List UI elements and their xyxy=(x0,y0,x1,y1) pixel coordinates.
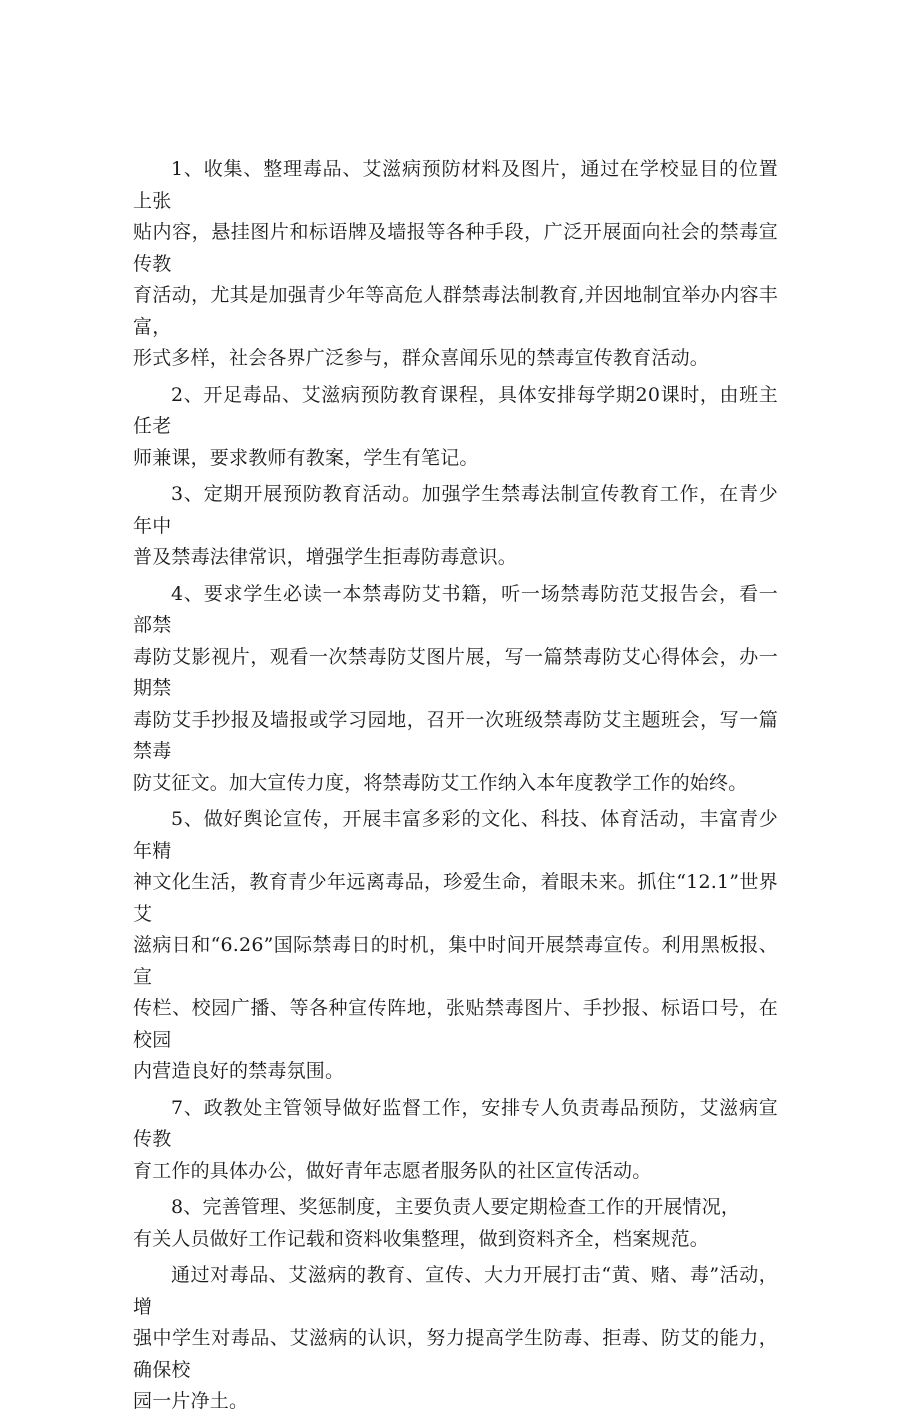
text-line: 神文化生活，教育青少年远离毒品，珍爱生命，着眼未来。抓住“12.1”世界艾 xyxy=(133,871,778,925)
paragraph xyxy=(133,479,778,574)
text-line: 育活动，尤其是加强青少年等高危人群禁毒法制教育,并因地制宜举办内容丰富， xyxy=(133,284,778,338)
text-line: 强中学生对毒品、艾滋病的认识，努力提高学生防毒、拒毒、防艾的能力，确保校 xyxy=(133,1327,778,1381)
text-line: 普及禁毒法律常识，增强学生拒毒防毒意识。 xyxy=(133,546,518,568)
text-line: 贴内容，悬挂图片和标语牌及墙报等各种手段，广泛开展面向社会的禁毒宣传教 xyxy=(133,221,778,275)
paragraph xyxy=(133,1260,778,1418)
paragraph xyxy=(133,380,778,475)
text-line: 8、完善管理、奖惩制度，主要负责人要定期检查工作的开展情况， xyxy=(171,1196,741,1218)
text-line: 1、收集、整理毒品、艾滋病预防材料及图片，通过在学校显目的位置上张 xyxy=(133,158,778,212)
text-line: 滋病日和“6.26”国际禁毒日的时机，集中时间开展禁毒宣传。利用黑板报、宣 xyxy=(133,934,778,988)
text-line: 形式多样，社会各界广泛参与，群众喜闻乐见的禁毒宣传教育活动。 xyxy=(133,347,710,369)
paragraph xyxy=(133,579,778,800)
text-line: 毒防艾手抄报及墙报或学习园地，召开一次班级禁毒防艾主题班会，写一篇禁毒 xyxy=(133,708,778,762)
paragraph xyxy=(133,154,778,375)
document-page xyxy=(133,154,778,1418)
paragraph xyxy=(133,1192,778,1255)
text-line: 通过对毒品、艾滋病的教育、宣传、大力开展打击“黄、赌、毒”活动，增 xyxy=(133,1264,778,1318)
text-line: 7、政教处主管领导做好监督工作，安排专人负责毒品预防，艾滋病宣传教 xyxy=(133,1096,778,1150)
text-line: 毒防艾影视片，观看一次禁毒防艾图片展，写一篇禁毒防艾心得体会，办一期禁 xyxy=(133,645,778,699)
text-line: 3、定期开展预防教育活动。加强学生禁毒法制宣传教育工作，在青少年中 xyxy=(133,483,778,537)
text-line: 2、开足毒品、艾滋病预防教育课程，具体安排每学期20课时，由班主任老 xyxy=(133,383,778,437)
text-line: 传栏、校园广播、等各种宣传阵地，张贴禁毒图片、手抄报、标语口号，在校园 xyxy=(133,997,778,1051)
text-line: 育工作的具体办公，做好青年志愿者服务队的社区宣传活动。 xyxy=(133,1159,652,1182)
text-line: 师兼课，要求教师有教案，学生有笔记。 xyxy=(133,446,479,469)
text-line: 园一片净土。 xyxy=(133,1390,249,1412)
text-line: 有关人员做好工作记载和资料收集整理，做到资料齐全，档案规范。 xyxy=(133,1227,710,1250)
text-line: 4、要求学生必读一本禁毒防艾书籍，听一场禁毒防范艾报告会，看一部禁 xyxy=(133,582,778,636)
paragraph xyxy=(133,804,778,1088)
text-line: 防艾征文。加大宣传力度，将禁毒防艾工作纳入本年度教学工作的始终。 xyxy=(133,771,748,794)
paragraph xyxy=(133,1093,778,1188)
text-line: 内营造良好的禁毒氛围。 xyxy=(133,1060,345,1082)
text-line: 5、做好舆论宣传，开展丰富多彩的文化、科技、体育活动，丰富青少年精 xyxy=(133,808,778,862)
